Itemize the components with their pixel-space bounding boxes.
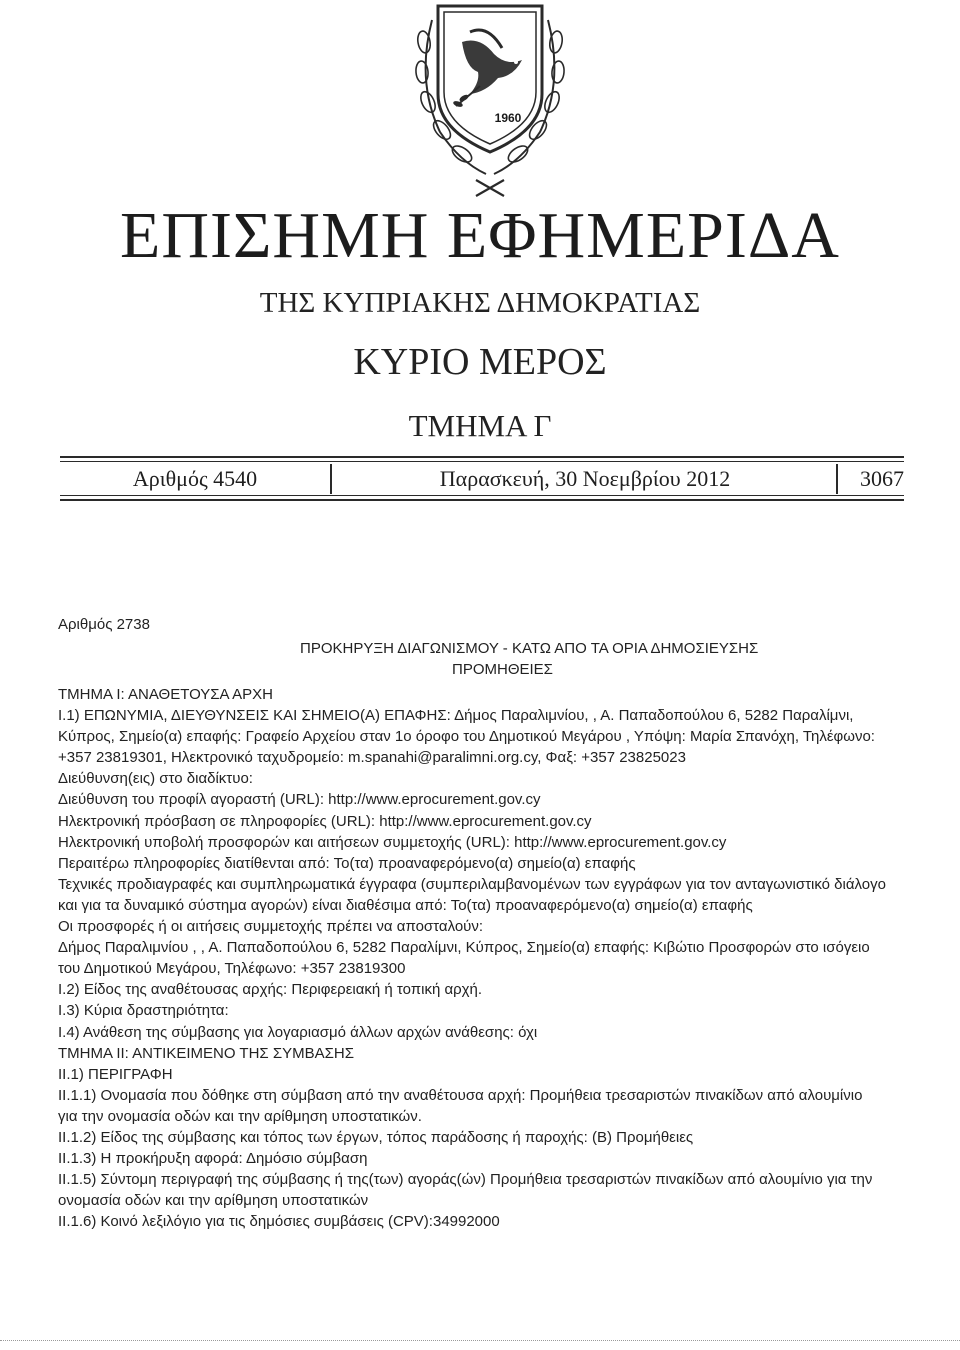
body-line: Δήμος Παραλιμνίου , , Α. Παπαδοπούλου 6, 5282 Παραλίμνι, Κύπρος, Σημείο(α) επαφής: Κιβώτιο Προσφορών στο ισόγειο bbox=[58, 939, 870, 957]
body-line: Περαιτέρω πληροφορίες διατίθενται από: Το(τα) προαναφερόμενο(α) σημείο(α) επαφής bbox=[58, 854, 636, 872]
emblem-year: 1960 bbox=[494, 111, 522, 125]
issue-date: Παρασκευή, 30 Νοεμβρίου 2012 bbox=[439, 466, 731, 491]
gazette-title: ΕΠΙΣΗΜΗ ΕΦΗΜΕΡΙΔΑ bbox=[120, 199, 840, 272]
bottom-dotted-rule bbox=[0, 1340, 960, 1342]
body-line: ΙΙ.1.6) Κοινό λεξιλόγιο για τις δημόσιες συμβάσεις (CPV):34992000 bbox=[58, 1213, 500, 1231]
body-line: Ηλεκτρονική υποβολή προσφορών και αιτήσεων συμμετοχής (URL): http://www.eprocurement.gov.cy bbox=[58, 833, 727, 851]
issue-row-divider bbox=[836, 464, 838, 494]
body-line: Ηλεκτρονική πρόσβαση σε πληροφορίες (URL): http://www.eprocurement.gov.cy bbox=[58, 812, 592, 830]
notice-heading: ΠΡΟΚΗΡΥΞΗ ΔΙΑΓΩΝΙΣΜΟΥ - ΚΑΤΩ ΑΠΟ ΤΑ ΟΡΙΑ ΔΗΜΟΣΙΕΥΣΗΣ bbox=[300, 640, 759, 657]
masthead-rule-bottom-thin bbox=[60, 495, 904, 496]
body-line: για την ονομασία οδών και την αρίθμηση υποστατικών. bbox=[58, 1107, 422, 1125]
notice-body bbox=[58, 684, 958, 1232]
issue-number: Αριθμός 4540 bbox=[132, 466, 258, 491]
gazette-subtitle: ΤΗΣ ΚΥΠΡΙΑΚΗΣ ΔΗΜΟΚΡΑΤΙΑΣ bbox=[259, 287, 701, 319]
body-line: ΙΙ.1) ΠΕΡΙΓΡΑΦΗ bbox=[58, 1065, 173, 1083]
body-line: ΤΜΗΜΑ ΙΙ: ΑΝΤΙΚΕΙΜΕΝΟ ΤΗΣ ΣΥΜΒΑΣΗΣ bbox=[58, 1044, 355, 1062]
body-line: Οι προσφορές ή οι αιτήσεις συμμετοχής πρέπει να αποσταλούν: bbox=[58, 918, 484, 936]
gazette-section: ΤΜΗΜΑ Γ bbox=[408, 408, 552, 443]
body-line: ΙΙ.1.3) Η προκήρυξη αφορά: Δημόσιο σύμβαση bbox=[58, 1150, 368, 1168]
page-number: 3067 bbox=[860, 466, 904, 491]
notice-category: ΠΡΟΜΗΘΕΙΕΣ bbox=[452, 661, 553, 678]
body-line: Διεύθυνση του προφίλ αγοραστή (URL): http://www.eprocurement.gov.cy bbox=[58, 791, 541, 809]
body-line: Διεύθυνση(εις) στο διαδίκτυο: bbox=[58, 770, 253, 788]
body-line: Ι.4) Ανάθεση της σύμβασης για λογαριασμό άλλων αρχών ανάθεσης: όχι bbox=[58, 1023, 538, 1041]
body-line: ονομασία οδών και την αρίθμηση υποστατικών bbox=[58, 1192, 369, 1210]
body-line: Ι.1) ΕΠΩΝΥΜΙΑ, ΔΙΕΥΘΥΝΣΕΙΣ ΚΑΙ ΣΗΜΕΙΟ(Α) ΕΠΑΦΗΣ: Δήμος Παραλιμνίου, , Α. Παπαδοπούλου 6, 5282 Παραλίμνι, bbox=[58, 707, 854, 725]
body-line: Ι.2) Είδος της αναθέτουσας αρχής: Περιφερειακή ή τοπική αρχή. bbox=[58, 981, 483, 999]
masthead-rule-bottom bbox=[60, 499, 904, 501]
body-line: Ι.3) Κύρια δραστηριότητα: bbox=[58, 1002, 229, 1020]
issue-info-row bbox=[60, 462, 904, 495]
body-line: Τεχνικές προδιαγραφές και συμπληρωματικά έγγραφα (συμπεριλαμβανομένων των εγγράφων για τον ανταγωνιστικό διάλογο bbox=[58, 875, 886, 893]
coat-of-arms-emblem bbox=[410, 2, 570, 198]
gazette-part: ΚΥΡΙΟ ΜΕΡΟΣ bbox=[353, 341, 607, 383]
body-line: και για τα δυναμικό σύστημα αγορών) είναι διαθέσιμα από: Το(τα) προαναφερόμενο(α) σημείο(α) επαφής bbox=[58, 896, 753, 914]
body-line: Κύπρος, Σημείο(α) επαφής: Γραφείο Αρχείου σταν 1ο όροφο του Δημοτικού Μεγάρου , Υπόψη: Μαρία Σπανόχη, Τηλέφωνο: bbox=[58, 728, 875, 746]
body-line: του Δημοτικού Μεγάρου, Τηλέφωνο: +357 23819300 bbox=[58, 960, 406, 978]
body-line: ΤΜΗΜΑ Ι: ΑΝΑΘΕΤΟΥΣΑ ΑΡΧΗ bbox=[58, 686, 273, 703]
notice-number: Αριθμός 2738 bbox=[58, 616, 150, 633]
masthead-rule-top bbox=[60, 456, 904, 458]
body-line: ΙΙ.1.5) Σύντομη περιγραφή της σύμβασης ή της(των) αγοράς(ών) Προμήθεια τρεσαριστών πινακίδων από αλουμίνιο για την bbox=[58, 1171, 873, 1189]
body-line: ΙΙ.1.1) Ονομασία που δόθηκε στη σύμβαση από την αναθέτουσα αρχή: Προμήθεια τρεσαριστών πινακίδων από αλουμίνιο bbox=[58, 1086, 863, 1104]
body-line: ΙΙ.1.2) Είδος της σύμβασης και τόπος των έργων, τόπος παράδοσης ή παροχής: (Β) Προμήθειες bbox=[58, 1128, 694, 1146]
body-line: +357 23819301, Ηλεκτρονικό ταχυδρομείο: m.spanahi@paralimni.org.cy, Φαξ: +357 23825023 bbox=[58, 749, 686, 767]
